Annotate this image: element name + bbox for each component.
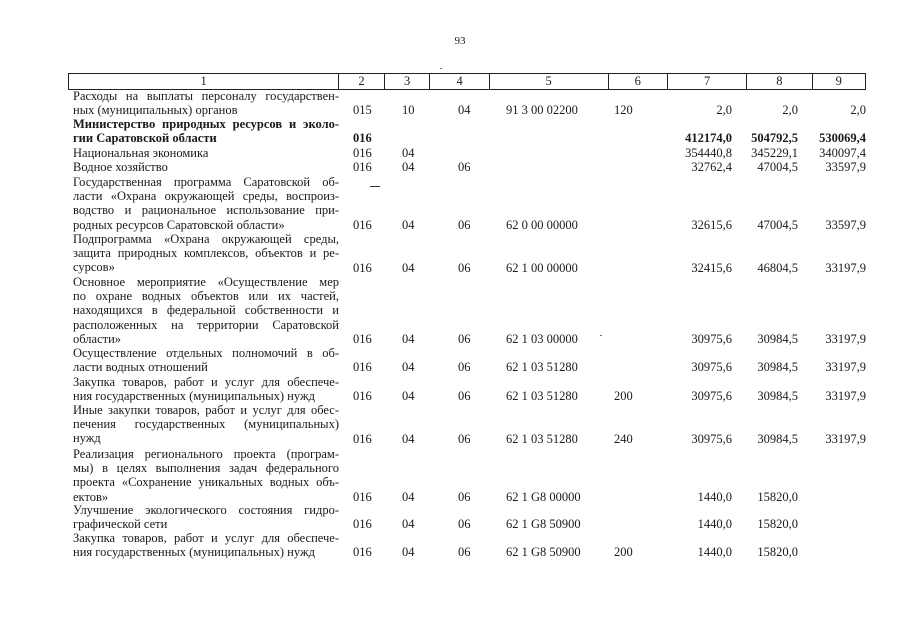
- header-col-8: 8: [747, 74, 812, 89]
- table-header: [68, 73, 866, 90]
- cell-c9: 33197,9: [825, 360, 866, 375]
- header-col-3: 3: [385, 74, 431, 89]
- cell-c8: 47004,5: [757, 160, 798, 175]
- cell-c4: 06: [458, 217, 471, 232]
- row-name: [73, 403, 339, 446]
- cell-c6: 200: [614, 389, 633, 404]
- cell-c2: 016: [353, 431, 372, 446]
- cell-c4: 06: [458, 517, 471, 532]
- cell-c7: 2,0: [716, 103, 732, 118]
- table-row: [0, 146, 905, 160]
- row-name: [73, 232, 339, 275]
- cell-c4: 06: [458, 489, 471, 504]
- scan-speck: [440, 68, 442, 69]
- table-row: [0, 531, 905, 559]
- row-name-line: нужд: [73, 431, 101, 446]
- header-col-5: 5: [490, 74, 609, 89]
- table-row: [0, 232, 905, 275]
- row-name-line: водство и рациональное использование при-: [73, 203, 339, 218]
- cell-c2: 015: [353, 103, 372, 118]
- cell-c7: 32762,4: [691, 160, 732, 175]
- cell-c9: 33197,9: [825, 260, 866, 275]
- cell-c6: 120: [614, 103, 633, 118]
- row-name: [73, 275, 339, 346]
- table-row: [0, 447, 905, 504]
- cell-c3: 04: [402, 360, 415, 375]
- row-name-line: Осуществление отдельных полномочий в об-: [73, 346, 339, 360]
- row-name: [73, 160, 339, 174]
- cell-c3: 04: [402, 146, 415, 161]
- row-name: [73, 146, 339, 160]
- table-row: [0, 403, 905, 446]
- table-row: [0, 275, 905, 346]
- cell-c2: 016: [353, 160, 372, 175]
- row-name: [73, 503, 339, 531]
- header-col-9: 9: [835, 74, 842, 88]
- cell-c2: 016: [353, 217, 372, 232]
- row-name-line: ектов»: [73, 489, 109, 504]
- row-name: [73, 89, 339, 117]
- cell-c9: 33197,9: [825, 389, 866, 404]
- cell-c6: 200: [614, 545, 633, 560]
- cell-c2: 016: [353, 360, 372, 375]
- cell-c4: 06: [458, 545, 471, 560]
- table-row: [0, 117, 905, 145]
- row-name-line: проекта «Сохранение уникальных водных объ-: [73, 475, 339, 490]
- row-name-line: Подпрограмма «Охрана окружающей среды,: [73, 232, 339, 246]
- cell-c5: 62 1 G8 00000: [506, 489, 581, 504]
- cell-c9: 33197,9: [825, 431, 866, 446]
- cell-c7: 30975,6: [691, 389, 732, 404]
- table-row: [0, 175, 905, 232]
- cell-c9: 530069,4: [819, 131, 866, 146]
- cell-c4: 06: [458, 431, 471, 446]
- cell-c9: 2,0: [850, 103, 866, 118]
- row-name-line: ных (муниципальных) органов: [73, 103, 238, 118]
- row-name-line: Водное хозяйство: [73, 160, 168, 174]
- scan-speck: [600, 335, 602, 336]
- cell-c5: 62 1 G8 50900: [506, 517, 581, 532]
- cell-c8: 30984,5: [757, 360, 798, 375]
- cell-c7: 30975,6: [691, 360, 732, 375]
- cell-c2: 016: [353, 489, 372, 504]
- cell-c4: 06: [458, 260, 471, 275]
- table-row: [0, 89, 905, 117]
- cell-c2: 016: [353, 260, 372, 275]
- row-name-line: области»: [73, 331, 122, 346]
- row-name: [73, 375, 339, 403]
- row-name-line: расположенных на территории Саратовской: [73, 317, 339, 332]
- cell-c7: 30975,6: [691, 332, 732, 346]
- row-name-line: Иные закупки товаров, работ и услуг для обес-: [73, 403, 339, 417]
- cell-c3: 04: [402, 217, 415, 232]
- cell-c8: 345229,1: [751, 146, 798, 161]
- row-name-line: ласти «Охрана окружающей среды, воспроиз-: [73, 189, 339, 204]
- row-name-line: Министерство природных ресурсов и эколо-: [73, 117, 339, 131]
- cell-c3: 04: [402, 431, 415, 446]
- cell-c3: 04: [402, 389, 415, 404]
- cell-c8: 46804,5: [757, 260, 798, 275]
- cell-c2: 016: [353, 332, 372, 346]
- cell-c6: 240: [614, 431, 633, 446]
- cell-c8: 15820,0: [757, 545, 798, 560]
- row-name-line: по охране водных объектов или их частей,: [73, 289, 339, 304]
- cell-c5: 62 1 03 51280: [506, 389, 578, 404]
- cell-c7: 30975,6: [691, 431, 732, 446]
- cell-c9: 33197,9: [825, 332, 866, 346]
- cell-c2: 016: [353, 146, 372, 161]
- cell-c4: 06: [458, 332, 471, 346]
- row-name-line: Государственная программа Саратовской об-: [73, 175, 339, 189]
- cell-c7: 1440,0: [697, 545, 732, 560]
- cell-c2: 016: [353, 517, 372, 532]
- cell-c2: 016: [353, 389, 372, 404]
- stray-dash-mark: [370, 186, 380, 187]
- cell-c7: 354440,8: [685, 146, 732, 161]
- cell-c2: 016: [353, 545, 372, 560]
- cell-c3: 04: [402, 517, 415, 532]
- cell-c5: 62 1 03 00000: [506, 332, 578, 346]
- row-name-line: Реализация регионального проекта (програм-: [73, 447, 339, 461]
- cell-c8: 30984,5: [757, 389, 798, 404]
- cell-c3: 04: [402, 260, 415, 275]
- cell-c8: 47004,5: [757, 217, 798, 232]
- row-name-line: ния государственных (муниципальных) нужд: [73, 389, 315, 404]
- cell-c7: 412174,0: [685, 131, 732, 146]
- header-col-2: 2: [339, 74, 385, 89]
- row-name: [73, 117, 339, 145]
- cell-c4: 06: [458, 160, 471, 175]
- row-name-line: ласти водных отношений: [73, 360, 208, 375]
- row-name-line: Расходы на выплаты персоналу государствен-: [73, 89, 339, 103]
- row-name-line: Улучшение экологического состояния гидро-: [73, 503, 339, 517]
- row-name-line: родных ресурсов Саратовской области»: [73, 217, 285, 232]
- cell-c8: 30984,5: [757, 332, 798, 346]
- cell-c5: 62 1 03 51280: [506, 360, 578, 375]
- cell-c5: 91 3 00 02200: [506, 103, 578, 118]
- header-col-6: 6: [609, 74, 668, 89]
- row-name: [73, 346, 339, 374]
- cell-c3: 04: [402, 332, 415, 346]
- cell-c4: 06: [458, 360, 471, 375]
- cell-c8: 2,0: [782, 103, 798, 118]
- cell-c9: 33597,9: [825, 160, 866, 175]
- header-col-7: 7: [668, 74, 747, 89]
- row-name-line: сурсов»: [73, 260, 115, 275]
- header-col-1: 1: [69, 74, 339, 89]
- table-row: [0, 160, 905, 174]
- cell-c8: 15820,0: [757, 489, 798, 504]
- row-name-line: Закупка товаров, работ и услуг для обеспече-: [73, 375, 339, 389]
- cell-c7: 32615,6: [691, 217, 732, 232]
- row-name: [73, 531, 339, 559]
- table-row: [0, 503, 905, 531]
- row-name-line: мы) в целях выполнения задач федерального: [73, 461, 339, 476]
- header-col-4: 4: [430, 74, 489, 89]
- cell-c2: 016: [353, 131, 372, 146]
- row-name-line: графической сети: [73, 517, 168, 532]
- cell-c7: 1440,0: [697, 489, 732, 504]
- cell-c8: 30984,5: [757, 431, 798, 446]
- row-name-line: защита природных комплексов, объектов и ре-: [73, 246, 339, 261]
- table-row: [0, 375, 905, 403]
- row-name: [73, 175, 339, 232]
- cell-c4: 04: [458, 103, 471, 118]
- row-name-line: Закупка товаров, работ и услуг для обеспече-: [73, 531, 339, 545]
- cell-c5: 62 1 G8 50900: [506, 545, 581, 560]
- cell-c8: 15820,0: [757, 517, 798, 532]
- cell-c3: 04: [402, 489, 415, 504]
- row-name-line: ния государственных (муниципальных) нужд: [73, 545, 315, 560]
- cell-c9: 33597,9: [825, 217, 866, 232]
- cell-c5: 62 1 03 51280: [506, 431, 578, 446]
- row-name-line: находящихся в федеральной собственности и: [73, 303, 339, 318]
- row-name-line: гии Саратовской области: [73, 131, 217, 146]
- cell-c5: 62 1 00 00000: [506, 260, 578, 275]
- cell-c5: 62 0 00 00000: [506, 217, 578, 232]
- row-name-line: печения государственных (муниципальных): [73, 417, 339, 432]
- cell-c8: 504792,5: [751, 131, 798, 146]
- cell-c9: 340097,4: [819, 146, 866, 161]
- row-name-line: Основное мероприятие «Осуществление мер: [73, 275, 339, 289]
- cell-c3: 10: [402, 103, 415, 118]
- cell-c3: 04: [402, 160, 415, 175]
- cell-c7: 1440,0: [697, 517, 732, 532]
- table-row: [0, 346, 905, 374]
- page-number: 93: [454, 35, 466, 47]
- row-name-line: Национальная экономика: [73, 146, 209, 160]
- cell-c7: 32415,6: [691, 260, 732, 275]
- row-name: [73, 447, 339, 504]
- cell-c3: 04: [402, 545, 415, 560]
- cell-c4: 06: [458, 389, 471, 404]
